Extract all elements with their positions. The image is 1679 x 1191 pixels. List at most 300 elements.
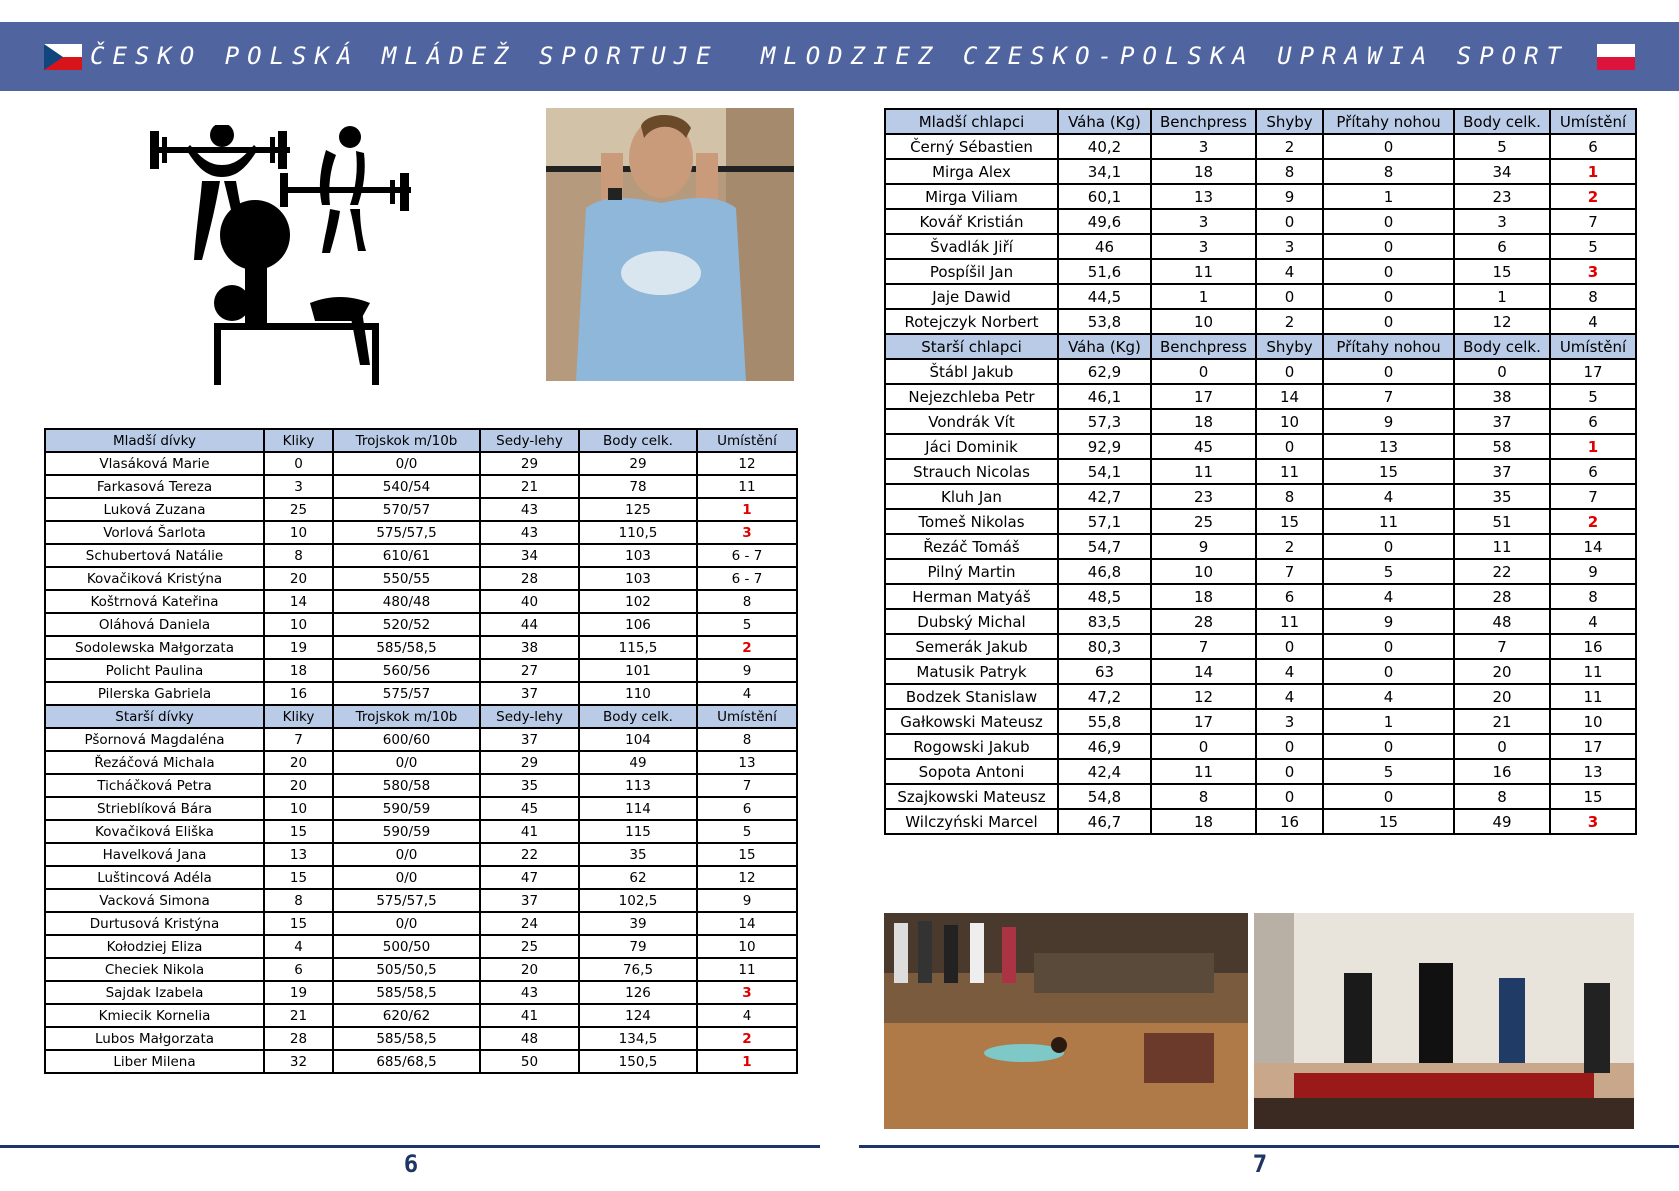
athlete-name: Policht Paulina — [45, 659, 264, 682]
table-cell: 54,7 — [1058, 534, 1151, 559]
table-cell: 570/57 — [333, 498, 480, 521]
table-cell: 0 — [1256, 359, 1323, 384]
athlete-name: Pšornová Magdaléna — [45, 728, 264, 751]
table-cell: 62 — [579, 866, 697, 889]
table-cell: 103 — [579, 567, 697, 590]
table-cell: 76,5 — [579, 958, 697, 981]
table-cell: 150,5 — [579, 1050, 697, 1073]
table-cell: 520/52 — [333, 613, 480, 636]
table-header-row — [885, 334, 1636, 359]
table-cell: 3 — [1256, 234, 1323, 259]
athlete-name: Vacková Simona — [45, 889, 264, 912]
boys-results-table — [884, 108, 1637, 835]
table-cell: 115 — [579, 820, 697, 843]
table-cell: 54,1 — [1058, 459, 1151, 484]
table-cell: 4 — [1256, 684, 1323, 709]
placement: 2 — [1550, 184, 1636, 209]
column-header: Trojskok m/10b — [333, 429, 480, 452]
column-header: Benchpress — [1151, 109, 1256, 134]
table-cell: 11 — [1323, 509, 1454, 534]
table-cell: 0 — [1151, 359, 1256, 384]
table-row — [885, 434, 1636, 459]
placement: 8 — [1550, 284, 1636, 309]
table-cell: 79 — [579, 935, 697, 958]
table-cell: 0 — [1256, 284, 1323, 309]
table-cell: 34,1 — [1058, 159, 1151, 184]
placement: 9 — [697, 659, 797, 682]
placement: 4 — [697, 1004, 797, 1027]
table-cell: 28 — [1151, 609, 1256, 634]
table-cell: 47,2 — [1058, 684, 1151, 709]
table-cell: 19 — [264, 636, 333, 659]
table-cell: 7 — [1323, 384, 1454, 409]
table-row — [45, 843, 797, 866]
table-cell: 0 — [1151, 734, 1256, 759]
table-header-row — [885, 109, 1636, 134]
placement: 3 — [697, 521, 797, 544]
table-row — [45, 935, 797, 958]
table-cell: 11 — [1256, 459, 1323, 484]
table-row — [45, 981, 797, 1004]
athlete-name: Strieblíková Bára — [45, 797, 264, 820]
table-cell: 37 — [480, 682, 579, 705]
table-cell: 2 — [1256, 134, 1323, 159]
table-cell: 0/0 — [333, 751, 480, 774]
athlete-name: Koštrnová Kateřina — [45, 590, 264, 613]
table-cell: 16 — [1454, 759, 1550, 784]
photo-pushups — [884, 913, 1248, 1129]
table-cell: 20 — [480, 958, 579, 981]
table-row — [885, 459, 1636, 484]
athlete-name: Nejezchleba Petr — [885, 384, 1058, 409]
table-cell: 540/54 — [333, 475, 480, 498]
table-cell: 80,3 — [1058, 634, 1151, 659]
table-row — [885, 734, 1636, 759]
table-cell: 114 — [579, 797, 697, 820]
table-cell: 42,4 — [1058, 759, 1151, 784]
placement: 5 — [697, 820, 797, 843]
table-cell: 685/68,5 — [333, 1050, 480, 1073]
placement: 3 — [1550, 809, 1636, 834]
table-cell: 53,8 — [1058, 309, 1151, 334]
table-cell: 0/0 — [333, 866, 480, 889]
header-banner — [0, 22, 1679, 91]
table-cell: 78 — [579, 475, 697, 498]
table-cell: 34 — [1454, 159, 1550, 184]
column-header: Benchpress — [1151, 334, 1256, 359]
placement: 10 — [697, 935, 797, 958]
athlete-name: Wilczyński Marcel — [885, 809, 1058, 834]
table-cell: 37 — [1454, 459, 1550, 484]
table-cell: 14 — [1256, 384, 1323, 409]
table-cell: 0/0 — [333, 843, 480, 866]
table-cell: 1 — [1454, 284, 1550, 309]
table-cell: 101 — [579, 659, 697, 682]
athlete-name: Liber Milena — [45, 1050, 264, 1073]
table-cell: 20 — [264, 751, 333, 774]
table-cell: 0 — [1256, 634, 1323, 659]
table-cell: 4 — [264, 935, 333, 958]
table-cell: 25 — [1151, 509, 1256, 534]
table-row — [885, 609, 1636, 634]
table-cell: 6 — [1256, 584, 1323, 609]
table-cell: 3 — [1256, 709, 1323, 734]
table-cell: 48,5 — [1058, 584, 1151, 609]
table-row — [885, 384, 1636, 409]
table-cell: 0 — [1256, 734, 1323, 759]
table-cell: 0 — [1256, 784, 1323, 809]
table-cell: 15 — [1323, 809, 1454, 834]
table-header-row — [45, 705, 797, 728]
table-cell: 0 — [1454, 734, 1550, 759]
athlete-name: Havelková Jana — [45, 843, 264, 866]
table-cell: 57,3 — [1058, 409, 1151, 434]
table-row — [45, 1004, 797, 1027]
placement: 5 — [1550, 384, 1636, 409]
placement: 4 — [697, 682, 797, 705]
athlete-name: Ticháčková Petra — [45, 774, 264, 797]
table-cell: 22 — [1454, 559, 1550, 584]
table-cell: 8 — [1454, 784, 1550, 809]
table-cell: 51 — [1454, 509, 1550, 534]
table-cell: 41 — [480, 1004, 579, 1027]
table-cell: 0 — [1323, 134, 1454, 159]
header-title-czech: ČESKO POLSKÁ MLÁDEŽ SPORTUJE — [90, 42, 719, 70]
table-cell: 7 — [1454, 634, 1550, 659]
athlete-name: Pilný Martin — [885, 559, 1058, 584]
table-cell: 575/57,5 — [333, 889, 480, 912]
table-cell: 55,8 — [1058, 709, 1151, 734]
table-cell: 17 — [1151, 384, 1256, 409]
placement: 17 — [1550, 359, 1636, 384]
table-cell: 15 — [264, 866, 333, 889]
table-cell: 3 — [1151, 209, 1256, 234]
table-row — [45, 797, 797, 820]
table-cell: 45 — [480, 797, 579, 820]
table-cell: 15 — [1454, 259, 1550, 284]
table-cell: 11 — [1151, 459, 1256, 484]
photo-pullup-image — [546, 108, 794, 381]
table-cell: 35 — [480, 774, 579, 797]
placement: 2 — [697, 1027, 797, 1050]
placement: 8 — [1550, 584, 1636, 609]
page-number-right: 7 — [1252, 1150, 1268, 1178]
column-header: Umístění — [697, 705, 797, 728]
table-cell: 4 — [1323, 684, 1454, 709]
table-cell: 17 — [1151, 709, 1256, 734]
table-cell: 5 — [1323, 759, 1454, 784]
table-row — [45, 659, 797, 682]
athlete-name: Szajkowski Mateusz — [885, 784, 1058, 809]
table-cell: 38 — [1454, 384, 1550, 409]
table-cell: 8 — [1256, 159, 1323, 184]
table-header-row — [45, 429, 797, 452]
table-cell: 63 — [1058, 659, 1151, 684]
athlete-name: Luštincová Adéla — [45, 866, 264, 889]
table-cell: 21 — [1454, 709, 1550, 734]
table-row — [45, 912, 797, 935]
placement: 1 — [1550, 159, 1636, 184]
table-cell: 610/61 — [333, 544, 480, 567]
table-cell: 1 — [1323, 184, 1454, 209]
column-header: Shyby — [1256, 109, 1323, 134]
table-cell: 41 — [480, 820, 579, 843]
table-cell: 102 — [579, 590, 697, 613]
placement: 6 — [1550, 409, 1636, 434]
table-cell: 0 — [1323, 534, 1454, 559]
table-row — [885, 559, 1636, 584]
placement: 2 — [1550, 509, 1636, 534]
table-row — [45, 1050, 797, 1073]
table-row — [45, 866, 797, 889]
table-cell: 134,5 — [579, 1027, 697, 1050]
table-cell: 0 — [1323, 734, 1454, 759]
table-cell: 0 — [1323, 659, 1454, 684]
table-cell: 42,7 — [1058, 484, 1151, 509]
placement: 8 — [697, 728, 797, 751]
table-cell: 60,1 — [1058, 184, 1151, 209]
table-cell: 126 — [579, 981, 697, 1004]
column-header: Sedy-lehy — [480, 705, 579, 728]
table-cell: 585/58,5 — [333, 636, 480, 659]
table-cell: 20 — [1454, 659, 1550, 684]
table-row — [885, 409, 1636, 434]
table-cell: 115,5 — [579, 636, 697, 659]
placement: 6 — [1550, 459, 1636, 484]
placement: 4 — [1550, 609, 1636, 634]
table-cell: 0 — [1323, 359, 1454, 384]
table-row — [45, 774, 797, 797]
table-cell: 46,8 — [1058, 559, 1151, 584]
table-row — [885, 184, 1636, 209]
athlete-name: Jáci Dominik — [885, 434, 1058, 459]
column-header: Sedy-lehy — [480, 429, 579, 452]
athlete-name: Kovačiková Kristýna — [45, 567, 264, 590]
placement: 2 — [697, 636, 797, 659]
column-header: Váha (Kg) — [1058, 334, 1151, 359]
table-cell: 43 — [480, 521, 579, 544]
table-cell: 18 — [1151, 584, 1256, 609]
athlete-name: Pospíšil Jan — [885, 259, 1058, 284]
table-cell: 1 — [1323, 709, 1454, 734]
table-cell: 16 — [1256, 809, 1323, 834]
placement: 15 — [1550, 784, 1636, 809]
table-cell: 29 — [579, 452, 697, 475]
placement: 11 — [1550, 659, 1636, 684]
table-cell: 580/58 — [333, 774, 480, 797]
table-row — [45, 521, 797, 544]
girls-results-table — [44, 428, 798, 1074]
placement: 11 — [697, 475, 797, 498]
athlete-name: Rogowski Jakub — [885, 734, 1058, 759]
table-row — [885, 159, 1636, 184]
table-cell: 43 — [480, 981, 579, 1004]
athlete-name: Kovář Kristián — [885, 209, 1058, 234]
table-cell: 21 — [480, 475, 579, 498]
group-name: Starší dívky — [45, 705, 264, 728]
table-cell: 124 — [579, 1004, 697, 1027]
table-cell: 480/48 — [333, 590, 480, 613]
table-cell: 4 — [1256, 259, 1323, 284]
column-header: Umístění — [1550, 109, 1636, 134]
table-cell: 0 — [1323, 309, 1454, 334]
table-cell: 62,9 — [1058, 359, 1151, 384]
athlete-name: Tomeš Nikolas — [885, 509, 1058, 534]
table-row — [885, 234, 1636, 259]
table-cell: 23 — [1454, 184, 1550, 209]
table-cell: 104 — [579, 728, 697, 751]
table-cell: 25 — [264, 498, 333, 521]
table-cell: 40 — [480, 590, 579, 613]
column-header: Body celk. — [579, 429, 697, 452]
athlete-name: Pilerska Gabriela — [45, 682, 264, 705]
table-cell: 7 — [264, 728, 333, 751]
table-cell: 35 — [1454, 484, 1550, 509]
table-cell: 28 — [1454, 584, 1550, 609]
table-cell: 15 — [1323, 459, 1454, 484]
placement: 6 — [697, 797, 797, 820]
athlete-name: Řezáčová Michala — [45, 751, 264, 774]
table-cell: 10 — [264, 521, 333, 544]
table-cell: 25 — [480, 935, 579, 958]
table-cell: 37 — [1454, 409, 1550, 434]
table-cell: 92,9 — [1058, 434, 1151, 459]
table-row — [885, 284, 1636, 309]
table-cell: 29 — [480, 751, 579, 774]
placement: 13 — [697, 751, 797, 774]
athlete-name: Oláhová Daniela — [45, 613, 264, 636]
polish-flag-icon — [1597, 44, 1635, 70]
column-header: Váha (Kg) — [1058, 109, 1151, 134]
column-header: Trojskok m/10b — [333, 705, 480, 728]
table-cell: 110,5 — [579, 521, 697, 544]
table-cell: 51,6 — [1058, 259, 1151, 284]
table-row — [45, 636, 797, 659]
table-cell: 28 — [264, 1027, 333, 1050]
table-cell: 0 — [1323, 284, 1454, 309]
placement: 8 — [697, 590, 797, 613]
column-header: Shyby — [1256, 334, 1323, 359]
table-cell: 7 — [1151, 634, 1256, 659]
table-row — [885, 784, 1636, 809]
table-row — [45, 544, 797, 567]
table-cell: 560/56 — [333, 659, 480, 682]
table-cell: 48 — [1454, 609, 1550, 634]
photo-awards — [1254, 913, 1634, 1129]
table-cell: 125 — [579, 498, 697, 521]
placement: 11 — [697, 958, 797, 981]
table-cell: 15 — [264, 912, 333, 935]
table-cell: 11 — [1151, 759, 1256, 784]
table-cell: 5 — [1454, 134, 1550, 159]
table-cell: 20 — [264, 774, 333, 797]
placement: 7 — [1550, 209, 1636, 234]
table-row — [45, 613, 797, 636]
table-row — [45, 682, 797, 705]
table-cell: 49 — [579, 751, 697, 774]
photo-pushups-image — [884, 913, 1248, 1129]
photo-awards-image — [1254, 913, 1634, 1129]
athlete-name: Štábl Jakub — [885, 359, 1058, 384]
table-cell: 32 — [264, 1050, 333, 1073]
table-cell: 54,8 — [1058, 784, 1151, 809]
athlete-name: Švadlák Jiří — [885, 234, 1058, 259]
table-cell: 46,1 — [1058, 384, 1151, 409]
table-cell: 6 — [1454, 234, 1550, 259]
group-name: Starší chlapci — [885, 334, 1058, 359]
table-row — [885, 534, 1636, 559]
table-cell: 4 — [1323, 584, 1454, 609]
athlete-name: Farkasová Tereza — [45, 475, 264, 498]
column-header: Body celk. — [1454, 334, 1550, 359]
athlete-name: Sodolewska Małgorzata — [45, 636, 264, 659]
placement: 12 — [697, 452, 797, 475]
column-header: Umístění — [1550, 334, 1636, 359]
table-cell: 38 — [480, 636, 579, 659]
placement: 6 — [1550, 134, 1636, 159]
table-cell: 35 — [579, 843, 697, 866]
table-cell: 0 — [1323, 234, 1454, 259]
table-cell: 10 — [1151, 309, 1256, 334]
table-cell: 14 — [1151, 659, 1256, 684]
table-cell: 500/50 — [333, 935, 480, 958]
table-cell: 12 — [1151, 684, 1256, 709]
table-row — [45, 958, 797, 981]
table-cell: 11 — [1256, 609, 1323, 634]
placement: 5 — [697, 613, 797, 636]
table-cell: 103 — [579, 544, 697, 567]
table-cell: 11 — [1151, 259, 1256, 284]
placement: 1 — [697, 1050, 797, 1073]
placement: 1 — [1550, 434, 1636, 459]
athlete-name: Jaje Dawid — [885, 284, 1058, 309]
table-row — [885, 684, 1636, 709]
table-row — [45, 590, 797, 613]
table-cell: 11 — [1454, 534, 1550, 559]
column-header: Body celk. — [579, 705, 697, 728]
table-cell: 24 — [480, 912, 579, 935]
placement: 1 — [697, 498, 797, 521]
table-cell: 0/0 — [333, 452, 480, 475]
table-cell: 113 — [579, 774, 697, 797]
table-cell: 5 — [1323, 559, 1454, 584]
athlete-name: Vlasáková Marie — [45, 452, 264, 475]
table-cell: 20 — [264, 567, 333, 590]
athlete-name: Durtusová Kristýna — [45, 912, 264, 935]
placement: 9 — [697, 889, 797, 912]
table-cell: 550/55 — [333, 567, 480, 590]
table-cell: 2 — [1256, 309, 1323, 334]
table-cell: 15 — [264, 820, 333, 843]
table-cell: 6 — [264, 958, 333, 981]
table-row — [885, 634, 1636, 659]
table-cell: 46 — [1058, 234, 1151, 259]
page-number-left: 6 — [403, 1150, 419, 1178]
table-cell: 9 — [1151, 534, 1256, 559]
placement: 3 — [697, 981, 797, 1004]
group-name: Mladší chlapci — [885, 109, 1058, 134]
table-cell: 21 — [264, 1004, 333, 1027]
athlete-name: Černý Sébastien — [885, 134, 1058, 159]
athlete-name: Řezáč Tomáš — [885, 534, 1058, 559]
table-cell: 14 — [264, 590, 333, 613]
table-cell: 40,2 — [1058, 134, 1151, 159]
column-header: Umístění — [697, 429, 797, 452]
athlete-name: Kluh Jan — [885, 484, 1058, 509]
table-cell: 585/58,5 — [333, 981, 480, 1004]
table-cell: 0 — [1454, 359, 1550, 384]
table-cell: 10 — [1151, 559, 1256, 584]
